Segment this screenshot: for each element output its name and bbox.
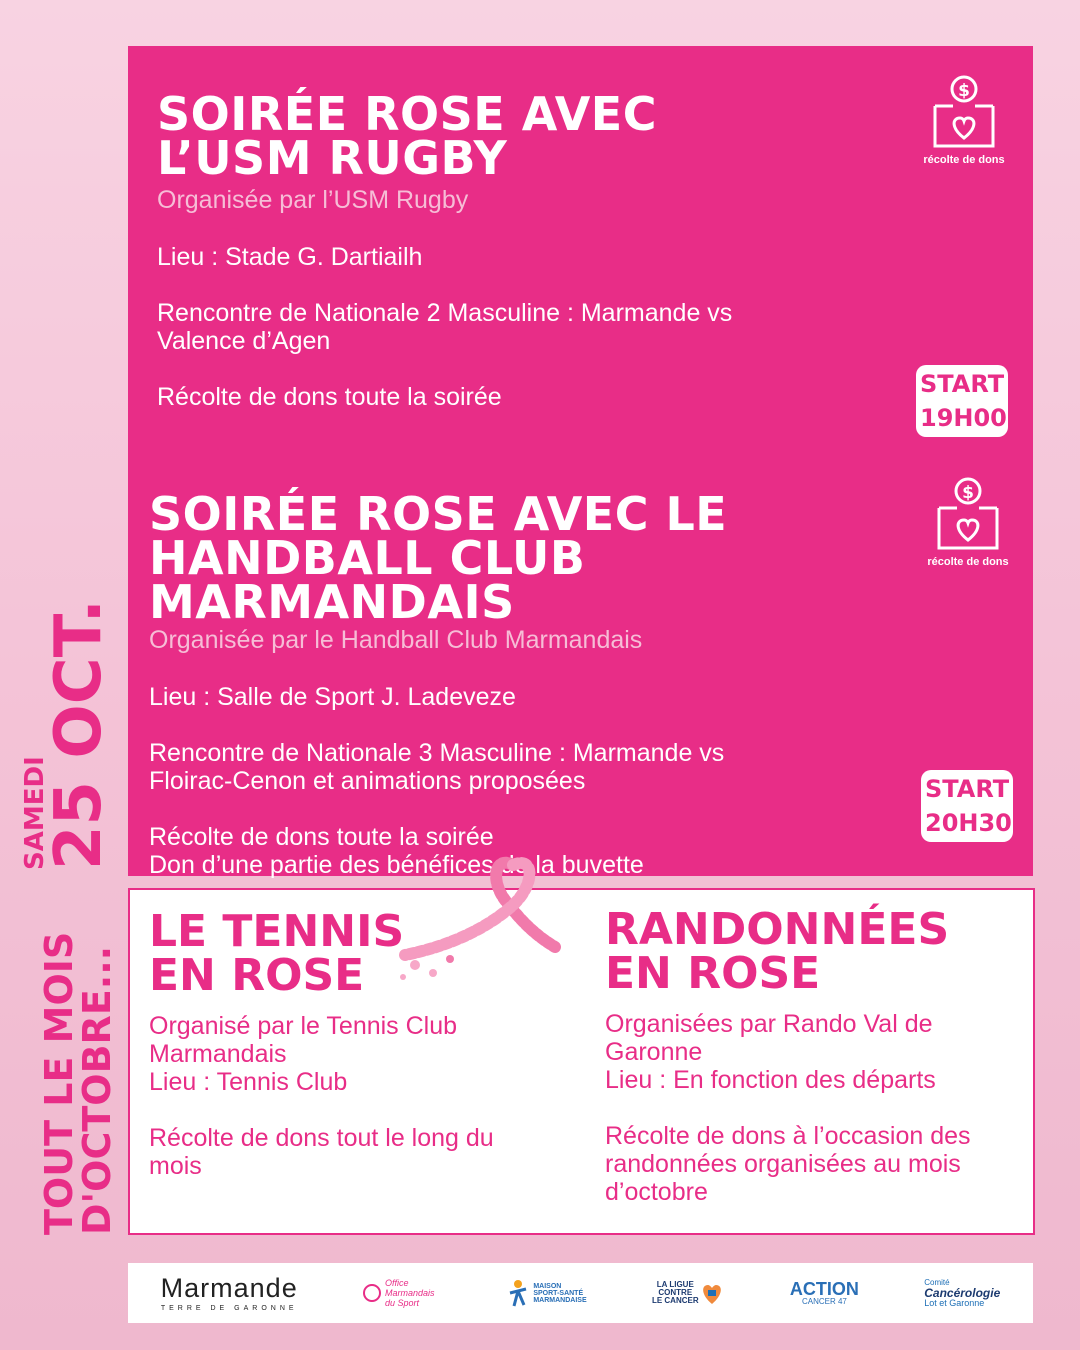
donation-box-icon [929,474,1007,552]
logo-action-cancer [790,1280,859,1306]
maison-line-3: MARMANDAISE [533,1296,587,1304]
svg-text:$: $ [958,81,970,101]
event-organizer: Organisée par le Handball Club Marmandais [149,626,643,654]
logo-comite-cancerologie [924,1279,1000,1308]
donation-badge-label: récolte de dons [927,556,1009,568]
start-time-badge: START 19H00 [916,365,1008,437]
comite-line-3: Lot et Garonne [924,1297,985,1308]
month-event-organizer: Organisées par Rando Val de Garonne [605,1010,933,1066]
event-rugby [157,87,897,411]
donation-box-icon [925,72,1003,150]
event-donations: Récolte de dons toute la soirée [149,823,494,851]
month-event-location: Lieu : En fonction des départs [605,1066,936,1094]
logo-marmande-subtitle: TERRE DE GARONNE [160,1304,298,1312]
maison-line-2: SPORT-SANTÉ [533,1289,584,1297]
office-sport-icon [363,1282,381,1304]
month-event-donations: Récolte de dons à l’occasion des randonnées organisées au mois d’octobre [605,1122,971,1206]
logo-office-sport-text: Office Marmandais du Sport [385,1278,435,1308]
donation-badge-handball [922,474,1014,568]
start-time-badge: START 20H30 [921,770,1013,842]
svg-text:$: $ [962,483,974,503]
date-day: SAMEDI [20,756,50,870]
event-donations-extra: Don d’une partie des bénéfices de la buvette [149,851,644,879]
event-organizer: Organisée par l’USM Rugby [157,186,469,214]
ligue-line-1: LA LIGUE [656,1280,694,1289]
logo-office-sport [363,1278,441,1308]
event-match: Rencontre de Nationale 2 Masculine : Marmande vs Valence d’Agen [157,299,733,355]
donation-badge-label: récolte de dons [923,154,1005,166]
ligue-heart-icon [699,1280,725,1306]
month-event-title: LE TENNIS EN ROSE [149,906,405,1001]
event-randonnees [605,904,1015,1206]
month-event-donations: Récolte de dons tout le long du mois [149,1124,494,1180]
comite-line-2: Cancérologie [924,1285,1001,1300]
event-location: Lieu : Salle de Sport J. Ladeveze [149,683,516,711]
action-line-2: CANCER 47 [801,1297,847,1306]
event-handball [149,487,909,879]
donation-badge-rugby [918,72,1010,166]
logo-ligue-contre-cancer [652,1280,725,1306]
month-label-line2: D'OCTOBRE... [75,945,119,1235]
ligue-line-3: LE CANCER [651,1296,699,1305]
partner-logos-bar [128,1263,1033,1323]
month-event-organizer: Organisé par le Tennis Club Marmandais [149,1012,458,1068]
logo-maison-sport-sante [506,1279,586,1307]
month-event-title: RANDONNÉES EN ROSE [605,904,950,999]
event-location: Lieu : Stade G. Dartiailh [157,243,423,271]
comite-line-1: Comité [924,1277,950,1287]
month-event-location: Lieu : Tennis Club [149,1068,348,1096]
logo-marmande [160,1272,298,1312]
logo-marmande-text: Marmande [160,1272,298,1303]
event-title: SOIRÉE ROSE AVEC LE HANDBALL CLUB MARMANDAIS [149,487,728,629]
month-label-line1: TOUT LE MOIS [37,931,81,1235]
maison-line-1: MAISON [533,1282,562,1290]
date-label: 25 OCT. [42,599,116,870]
action-line-1: ACTION [789,1279,859,1299]
event-tennis [149,906,549,1180]
runner-icon [506,1279,530,1307]
event-match: Rencontre de Nationale 3 Masculine : Marmande vs Floirac-Cenon et animations proposées [149,739,725,795]
ligue-line-2: CONTRE [658,1288,693,1297]
event-donations: Récolte de dons toute la soirée [157,383,502,411]
event-title: SOIRÉE ROSE AVEC L’USM RUGBY [157,87,657,185]
